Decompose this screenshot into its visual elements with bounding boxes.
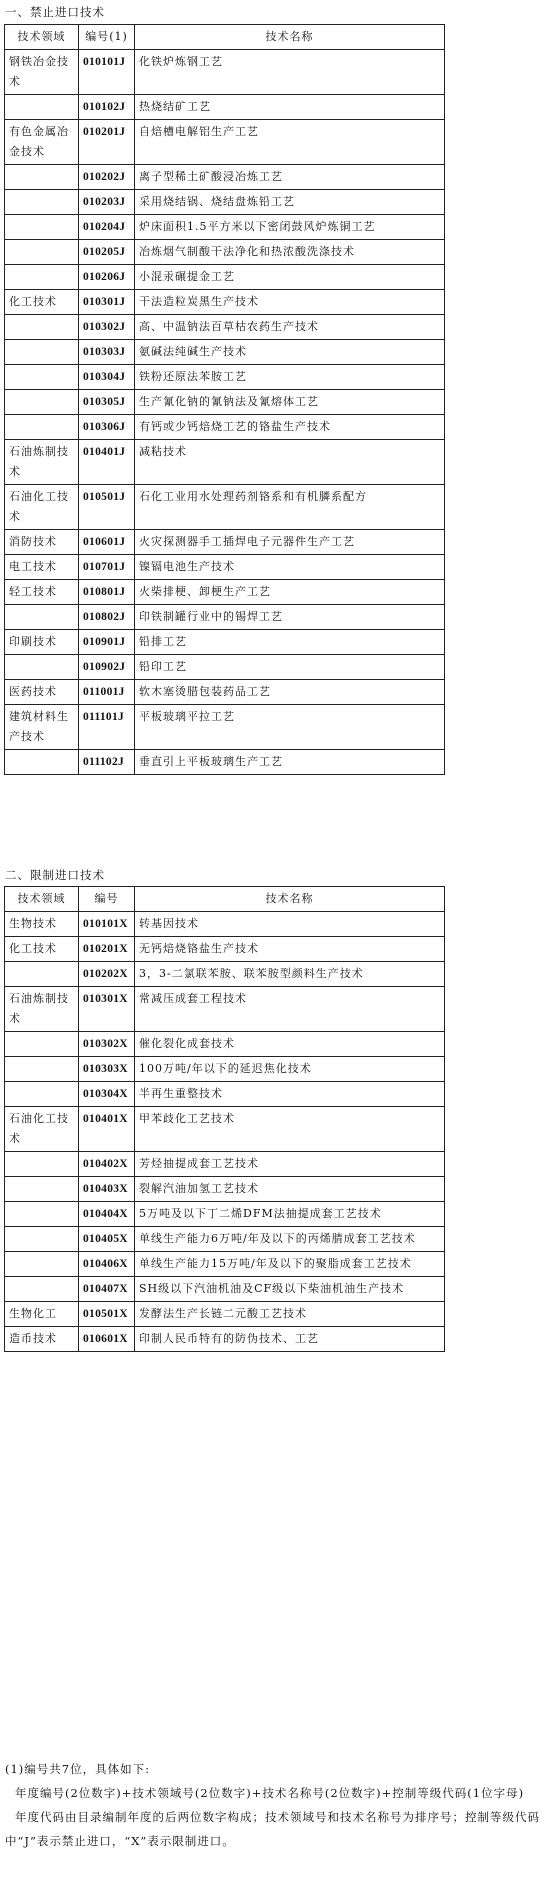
cell-name: 高、中温钠法百草枯农药生产技术 bbox=[135, 315, 445, 340]
cell-name: 发酵法生产长链二元酸工艺技术 bbox=[135, 1302, 445, 1327]
cell-code: 011001J bbox=[79, 680, 135, 705]
cell-name: 镍镉电池生产技术 bbox=[135, 555, 445, 580]
cell-field bbox=[5, 1277, 79, 1302]
cell-code: 010301J bbox=[79, 290, 135, 315]
cell-name: 自焙槽电解铝生产工艺 bbox=[135, 120, 445, 165]
cell-code: 010303X bbox=[79, 1057, 135, 1082]
cell-field bbox=[5, 315, 79, 340]
table-row bbox=[5, 50, 445, 95]
footnote-line: 年度编号(2位数字)+技术领域号(2位数字)+技术名称号(2位数字)+控制等级代码(1位字母) bbox=[15, 1786, 525, 1800]
restricted-technology-table bbox=[4, 886, 445, 1352]
cell-name: 裂解汽油加氢工艺技术 bbox=[135, 1177, 445, 1202]
cell-code: 010201X bbox=[79, 937, 135, 962]
table-row bbox=[5, 1202, 445, 1227]
cell-name: 催化裂化成套技术 bbox=[135, 1032, 445, 1057]
cell-code: 010401X bbox=[79, 1107, 135, 1152]
table-header-row bbox=[5, 887, 445, 912]
header-field: 技术领域 bbox=[5, 25, 79, 50]
table-row bbox=[5, 1327, 445, 1352]
cell-name: 生产氰化钠的氰钠法及氰熔体工艺 bbox=[135, 390, 445, 415]
table-row bbox=[5, 555, 445, 580]
table-row bbox=[5, 987, 445, 1032]
cell-name: 单线生产能力15万吨/年及以下的聚脂成套工艺技术 bbox=[135, 1252, 445, 1277]
cell-field bbox=[5, 962, 79, 987]
cell-field bbox=[5, 265, 79, 290]
cell-code: 010404X bbox=[79, 1202, 135, 1227]
table-row bbox=[5, 390, 445, 415]
cell-name: 平板玻璃平拉工艺 bbox=[135, 705, 445, 750]
header-name: 技术名称 bbox=[135, 25, 445, 50]
cell-code: 010101X bbox=[79, 912, 135, 937]
cell-field: 建筑材料生产技术 bbox=[5, 705, 79, 750]
cell-name: 单线生产能力6万吨/年及以下的丙烯腈成套工艺技术 bbox=[135, 1227, 445, 1252]
cell-name: 氨碱法纯碱生产技术 bbox=[135, 340, 445, 365]
table-header-row bbox=[5, 25, 445, 50]
cell-code: 010601J bbox=[79, 530, 135, 555]
table-row bbox=[5, 750, 445, 775]
table-row bbox=[5, 1082, 445, 1107]
cell-name: 印铁制罐行业中的锡焊工艺 bbox=[135, 605, 445, 630]
cell-name: 芳烃抽提成套工艺技术 bbox=[135, 1152, 445, 1177]
cell-field: 化工技术 bbox=[5, 290, 79, 315]
table-row bbox=[5, 655, 445, 680]
cell-field bbox=[5, 190, 79, 215]
table-row bbox=[5, 265, 445, 290]
cell-code: 010306J bbox=[79, 415, 135, 440]
cell-code: 010203J bbox=[79, 190, 135, 215]
cell-field: 医药技术 bbox=[5, 680, 79, 705]
cell-name: 5万吨及以下丁二烯DFM法抽提成套工艺技术 bbox=[135, 1202, 445, 1227]
footnotes bbox=[5, 1757, 545, 1853]
header-field: 技术领域 bbox=[5, 887, 79, 912]
cell-name: 3，3-二氯联苯胺、联苯胺型颜料生产技术 bbox=[135, 962, 445, 987]
cell-field bbox=[5, 1252, 79, 1277]
cell-name: 石化工业用水处理药剂铬系和有机膦系配方 bbox=[135, 485, 445, 530]
cell-code: 010302X bbox=[79, 1032, 135, 1057]
cell-name: 常减压成套工程技术 bbox=[135, 987, 445, 1032]
cell-name: 火柴排梗、卸梗生产工艺 bbox=[135, 580, 445, 605]
cell-field bbox=[5, 415, 79, 440]
cell-code: 010202X bbox=[79, 962, 135, 987]
cell-code: 010304X bbox=[79, 1082, 135, 1107]
cell-field: 有色金属冶金技术 bbox=[5, 120, 79, 165]
cell-code: 011102J bbox=[79, 750, 135, 775]
cell-code: 010901J bbox=[79, 630, 135, 655]
cell-code: 010206J bbox=[79, 265, 135, 290]
cell-code: 010501J bbox=[79, 485, 135, 530]
cell-code: 010401J bbox=[79, 440, 135, 485]
table-row bbox=[5, 240, 445, 265]
cell-field bbox=[5, 365, 79, 390]
cell-name: 无钙焙烧铬盐生产技术 bbox=[135, 937, 445, 962]
cell-name: 有钙或少钙焙烧工艺的铬盐生产技术 bbox=[135, 415, 445, 440]
cell-code: 010301X bbox=[79, 987, 135, 1032]
cell-code: 010303J bbox=[79, 340, 135, 365]
table-row bbox=[5, 165, 445, 190]
cell-code: 010902J bbox=[79, 655, 135, 680]
cell-code: 010701J bbox=[79, 555, 135, 580]
table-row bbox=[5, 1277, 445, 1302]
cell-field bbox=[5, 340, 79, 365]
cell-name: 甲苯歧化工艺技术 bbox=[135, 1107, 445, 1152]
cell-field bbox=[5, 655, 79, 680]
table-row bbox=[5, 680, 445, 705]
cell-name: 铁粉还原法苯胺工艺 bbox=[135, 365, 445, 390]
cell-code: 010406X bbox=[79, 1252, 135, 1277]
table-row bbox=[5, 937, 445, 962]
header-name: 技术名称 bbox=[135, 887, 445, 912]
cell-field: 钢铁冶金技术 bbox=[5, 50, 79, 95]
table-row bbox=[5, 415, 445, 440]
cell-field bbox=[5, 215, 79, 240]
cell-name: 火灾探测器手工插焊电子元器件生产工艺 bbox=[135, 530, 445, 555]
table-row bbox=[5, 580, 445, 605]
cell-code: 010304J bbox=[79, 365, 135, 390]
table-row bbox=[5, 315, 445, 340]
cell-field bbox=[5, 750, 79, 775]
cell-name: 垂直引上平板玻璃生产工艺 bbox=[135, 750, 445, 775]
cell-code: 010403X bbox=[79, 1177, 135, 1202]
cell-field: 石油化工技术 bbox=[5, 485, 79, 530]
table-row bbox=[5, 95, 445, 120]
table-row bbox=[5, 705, 445, 750]
table-row bbox=[5, 190, 445, 215]
cell-field bbox=[5, 1177, 79, 1202]
table-row bbox=[5, 1032, 445, 1057]
cell-name: 减粘技术 bbox=[135, 440, 445, 485]
table-row bbox=[5, 440, 445, 485]
cell-field bbox=[5, 1202, 79, 1227]
cell-field: 生物技术 bbox=[5, 912, 79, 937]
cell-field bbox=[5, 1082, 79, 1107]
cell-name: 铅排工艺 bbox=[135, 630, 445, 655]
table-row bbox=[5, 630, 445, 655]
cell-code: 010202J bbox=[79, 165, 135, 190]
cell-name: 半再生重整技术 bbox=[135, 1082, 445, 1107]
cell-field: 石油炼制技术 bbox=[5, 440, 79, 485]
cell-field: 印刷技术 bbox=[5, 630, 79, 655]
cell-name: 炉床面积1.5平方米以下密闭鼓风炉炼铜工艺 bbox=[135, 215, 445, 240]
table-row bbox=[5, 340, 445, 365]
table-row bbox=[5, 605, 445, 630]
cell-code: 010305J bbox=[79, 390, 135, 415]
table-row bbox=[5, 365, 445, 390]
cell-code: 011101J bbox=[79, 705, 135, 750]
table-row bbox=[5, 1057, 445, 1082]
footnote-line: (1)编号共7位，具体如下: bbox=[5, 1762, 150, 1776]
cell-name: 热烧结矿工艺 bbox=[135, 95, 445, 120]
cell-name: 干法造粒炭黑生产技术 bbox=[135, 290, 445, 315]
table-row bbox=[5, 530, 445, 555]
cell-field: 电工技术 bbox=[5, 555, 79, 580]
table-row bbox=[5, 1152, 445, 1177]
cell-code: 010102J bbox=[79, 95, 135, 120]
cell-field bbox=[5, 240, 79, 265]
cell-code: 010302J bbox=[79, 315, 135, 340]
cell-field: 石油炼制技术 bbox=[5, 987, 79, 1032]
cell-code: 010601X bbox=[79, 1327, 135, 1352]
table-row bbox=[5, 485, 445, 530]
header-code: 编号(1) bbox=[79, 25, 135, 50]
cell-field bbox=[5, 1032, 79, 1057]
cell-field: 化工技术 bbox=[5, 937, 79, 962]
cell-field bbox=[5, 605, 79, 630]
prohibited-technology-table bbox=[4, 24, 445, 775]
cell-code: 010101J bbox=[79, 50, 135, 95]
cell-name: 转基因技术 bbox=[135, 912, 445, 937]
table-row bbox=[5, 1302, 445, 1327]
cell-field bbox=[5, 390, 79, 415]
table-row bbox=[5, 1252, 445, 1277]
table-row bbox=[5, 1107, 445, 1152]
cell-name: 采用烧结锅、烧结盘炼铅工艺 bbox=[135, 190, 445, 215]
cell-field: 轻工技术 bbox=[5, 580, 79, 605]
footnote-line: 年度代码由目录编制年度的后两位数字构成；技术领域号和技术名称号为排序号；控制等级代码中“J”表示禁止进口，“X”表示限制进口。 bbox=[5, 1810, 540, 1848]
table-row bbox=[5, 215, 445, 240]
table-row bbox=[5, 962, 445, 987]
cell-name: SH级以下汽油机油及CF级以下柴油机油生产技术 bbox=[135, 1277, 445, 1302]
cell-code: 010405X bbox=[79, 1227, 135, 1252]
cell-name: 铅印工艺 bbox=[135, 655, 445, 680]
cell-code: 010201J bbox=[79, 120, 135, 165]
cell-field bbox=[5, 95, 79, 120]
cell-code: 010407X bbox=[79, 1277, 135, 1302]
table-row bbox=[5, 912, 445, 937]
cell-name: 100万吨/年以下的延迟焦化技术 bbox=[135, 1057, 445, 1082]
cell-code: 010801J bbox=[79, 580, 135, 605]
section-2-heading: 二、限制进口技术 bbox=[5, 868, 105, 882]
cell-field bbox=[5, 165, 79, 190]
cell-field: 生物化工 bbox=[5, 1302, 79, 1327]
cell-field bbox=[5, 1152, 79, 1177]
cell-code: 010802J bbox=[79, 605, 135, 630]
cell-field bbox=[5, 1057, 79, 1082]
cell-name: 印制人民币特有的防伪技术、工艺 bbox=[135, 1327, 445, 1352]
table-row bbox=[5, 290, 445, 315]
cell-field: 造币技术 bbox=[5, 1327, 79, 1352]
section-1-heading: 一、禁止进口技术 bbox=[5, 5, 105, 19]
header-code: 编号 bbox=[79, 887, 135, 912]
cell-code: 010205J bbox=[79, 240, 135, 265]
cell-code: 010501X bbox=[79, 1302, 135, 1327]
cell-field: 消防技术 bbox=[5, 530, 79, 555]
cell-code: 010402X bbox=[79, 1152, 135, 1177]
cell-name: 化铁炉炼钢工艺 bbox=[135, 50, 445, 95]
cell-field: 石油化工技术 bbox=[5, 1107, 79, 1152]
table-row bbox=[5, 1177, 445, 1202]
cell-name: 离子型稀土矿酸浸冶炼工艺 bbox=[135, 165, 445, 190]
cell-code: 010204J bbox=[79, 215, 135, 240]
cell-name: 冶炼烟气制酸干法净化和热浓酸洗涤技术 bbox=[135, 240, 445, 265]
cell-name: 软木塞烫腊包装药品工艺 bbox=[135, 680, 445, 705]
table-row bbox=[5, 120, 445, 165]
cell-field bbox=[5, 1227, 79, 1252]
table-row bbox=[5, 1227, 445, 1252]
cell-name: 小混汞碾提金工艺 bbox=[135, 265, 445, 290]
